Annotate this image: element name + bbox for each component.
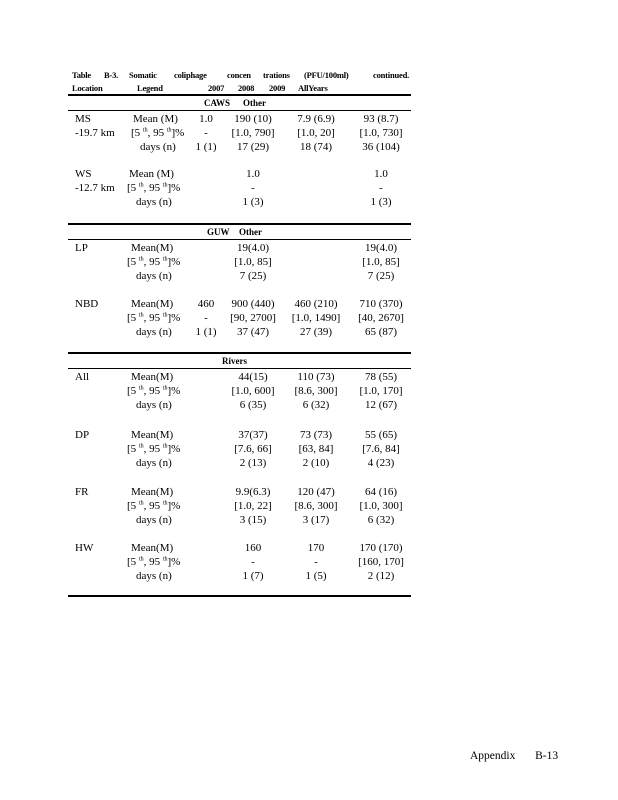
y2008-mean-value: 160 [244, 542, 262, 554]
all-mean-value: 170 (170) [359, 542, 403, 554]
y2008-days-count: 6 (35) [239, 399, 267, 411]
y2008-days-count: 17 (29) [236, 141, 270, 153]
y2008-percentile-range: [90, 2700] [230, 312, 276, 324]
legend-days-label: days (n) [136, 270, 172, 282]
legend-mean-label: Mean(M) [131, 429, 174, 441]
legend-days-label: days (n) [136, 570, 172, 582]
location-name: LP [75, 242, 88, 254]
y2008-mean-value: 190 (10) [234, 113, 272, 125]
y2008-days-count: 1 (7) [242, 570, 264, 582]
all-mean-value: 19(4.0) [364, 242, 398, 254]
y2008-percentile-range: [7.6, 66] [234, 443, 272, 455]
section-title-rivers: Rivers [222, 356, 247, 366]
header-table-number: B-3. [104, 70, 119, 80]
y2007-percentile-range: - [204, 127, 208, 139]
y2008-days-count: 7 (25) [239, 270, 267, 282]
all-percentile-range: [1.0, 170] [359, 385, 403, 397]
y2008-percentile-range: [1.0, 600] [231, 385, 275, 397]
table-bottom-rule [68, 595, 411, 597]
y2008-percentile-range: [1.0, 85] [234, 256, 272, 268]
y2007-mean-value: 460 [197, 298, 215, 310]
legend-days-label: days (n) [136, 326, 172, 338]
y2009-mean-value: 120 (47) [297, 486, 335, 498]
legend-mean-label: Mean (M) [133, 113, 178, 125]
y2007-mean-value: 1.0 [199, 113, 213, 125]
all-percentile-range: [1.0, 85] [362, 256, 400, 268]
y2008-mean-value: 44(15) [238, 371, 268, 383]
all-days-count: 4 (23) [367, 457, 395, 469]
y2009-mean-value: 7.9 (6.9) [297, 113, 335, 125]
legend-mean-label: Mean(M) [131, 242, 174, 254]
legend-percentile-label: [5 $^{th}$, 95 $^{th}$]% [127, 256, 181, 268]
all-percentile-range: [1.0, 730] [359, 127, 403, 139]
y2009-percentile-range: [63, 84] [298, 443, 334, 455]
header-units: (PFU/100ml) [304, 70, 349, 80]
all-mean-value: 93 (8.7) [363, 113, 399, 125]
header-trations: trations [263, 70, 290, 80]
page-footer [470, 750, 558, 762]
header-concen: concen [227, 70, 251, 80]
all-mean-value: 1.0 [374, 168, 388, 180]
section-rule-caws [68, 110, 411, 111]
all-days-count: 6 (32) [367, 514, 395, 526]
y2009-days-count: 3 (17) [302, 514, 330, 526]
all-mean-value: 78 (55) [364, 371, 398, 383]
legend-days-label: days (n) [140, 141, 176, 153]
legend-mean-label: Mean(M) [131, 298, 174, 310]
y2009-percentile-range: [8.6, 300] [294, 500, 338, 512]
all-days-count: 36 (104) [362, 141, 400, 153]
y2009-days-count: 18 (74) [299, 141, 333, 153]
y2009-mean-value: 460 (210) [294, 298, 338, 310]
y2008-days-count: 37 (47) [236, 326, 270, 338]
header-all-years: AllYears [298, 83, 328, 93]
y2007-days-count: 1 (1) [195, 326, 217, 338]
legend-days-label: days (n) [136, 196, 172, 208]
all-days-count: 7 (25) [367, 270, 395, 282]
all-mean-value: 64 (16) [364, 486, 398, 498]
all-mean-value: 55 (65) [364, 429, 398, 441]
legend-days-label: days (n) [136, 399, 172, 411]
y2008-mean-value: 900 (440) [231, 298, 275, 310]
y2008-days-count: 1 (3) [242, 196, 264, 208]
location-name: NBD [75, 298, 99, 310]
section-rule-top-rivers [68, 352, 411, 354]
all-percentile-range: [7.6, 84] [362, 443, 400, 455]
legend-days-label: days (n) [136, 514, 172, 526]
section-subtitle-guw: Other [239, 227, 262, 237]
y2009-days-count: 1 (5) [305, 570, 327, 582]
legend-percentile-label: [5 $^{th}$, 95 $^{th}$]% [131, 127, 185, 139]
y2008-percentile-range: - [251, 182, 255, 194]
location-name: DP [75, 429, 90, 441]
legend-percentile-label: [5 $^{th}$, 95 $^{th}$]% [127, 385, 181, 397]
y2009-mean-value: 110 (73) [297, 371, 335, 383]
legend-mean-label: Mean(M) [131, 486, 174, 498]
section-rule-top-guw [68, 223, 411, 225]
all-days-count: 1 (3) [370, 196, 392, 208]
header-legend: Legend [137, 83, 163, 93]
y2009-percentile-range: [8.6, 300] [294, 385, 338, 397]
legend-mean-label: Mean (M) [129, 168, 174, 180]
all-days-count: 12 (67) [364, 399, 398, 411]
section-rule-guw [68, 239, 411, 240]
header-rule [68, 94, 411, 96]
y2008-days-count: 2 (13) [239, 457, 267, 469]
location-name: MS [75, 113, 91, 125]
y2009-days-count: 27 (39) [299, 326, 333, 338]
y2008-days-count: 3 (15) [239, 514, 267, 526]
all-days-count: 2 (12) [367, 570, 395, 582]
y2008-mean-value: 37(37) [238, 429, 268, 441]
all-days-count: 65 (87) [364, 326, 398, 338]
y2008-percentile-range: - [251, 556, 255, 568]
legend-percentile-label: [5 $^{th}$, 95 $^{th}$]% [127, 556, 181, 568]
y2007-days-count: 1 (1) [195, 141, 217, 153]
legend-days-label: days (n) [136, 457, 172, 469]
y2009-days-count: 2 (10) [302, 457, 330, 469]
location-river-mile: -12.7 km [75, 182, 115, 194]
legend-percentile-label: [5 $^{th}$, 95 $^{th}$]% [127, 182, 181, 194]
header-table: Table [72, 70, 92, 80]
y2009-mean-value: 73 (73) [299, 429, 333, 441]
legend-mean-label: Mean(M) [131, 542, 174, 554]
y2008-percentile-range: [1.0, 22] [234, 500, 272, 512]
y2009-mean-value: 170 [307, 542, 325, 554]
all-percentile-range: [40, 2670] [358, 312, 404, 324]
legend-mean-label: Mean(M) [131, 371, 174, 383]
all-mean-value: 710 (370) [359, 298, 403, 310]
location-name: FR [75, 486, 89, 498]
header-somatic: Somatic [129, 70, 157, 80]
section-title-caws: CAWS [204, 98, 231, 108]
y2007-percentile-range: - [204, 312, 208, 324]
legend-percentile-label: [5 $^{th}$, 95 $^{th}$]% [127, 443, 181, 455]
header-location: Location [72, 83, 103, 93]
legend-percentile-label: [5 $^{th}$, 95 $^{th}$]% [127, 500, 181, 512]
legend-percentile-label: [5 $^{th}$, 95 $^{th}$]% [127, 312, 181, 324]
section-subtitle-caws: Other [243, 98, 266, 108]
footer-appendix: Appendix [470, 750, 516, 762]
location-river-mile: -19.7 km [75, 127, 115, 139]
y2008-mean-value: 1.0 [246, 168, 260, 180]
location-name: All [75, 371, 90, 383]
header-continued: continued. [373, 70, 410, 80]
all-percentile-range: [1.0, 300] [359, 500, 403, 512]
header-coliphage: coliphage [174, 70, 207, 80]
y2009-percentile-range: [1.0, 1490] [291, 312, 341, 324]
location-name: HW [75, 542, 94, 554]
all-percentile-range: [160, 170] [358, 556, 404, 568]
header-2009: 2009 [269, 83, 286, 93]
y2009-percentile-range: [1.0, 20] [297, 127, 335, 139]
y2008-percentile-range: [1.0, 790] [231, 127, 275, 139]
header-2008: 2008 [238, 83, 255, 93]
section-rule-rivers [68, 368, 411, 369]
y2008-mean-value: 19(4.0) [236, 242, 270, 254]
y2008-mean-value: 9.9(6.3) [235, 486, 271, 498]
y2009-percentile-range: - [314, 556, 318, 568]
section-title-guw: GUW [207, 227, 230, 237]
header-2007: 2007 [208, 83, 225, 93]
location-name: WS [75, 168, 92, 180]
y2009-days-count: 6 (32) [302, 399, 330, 411]
all-percentile-range: - [379, 182, 383, 194]
footer-page-number: B-13 [535, 750, 559, 762]
